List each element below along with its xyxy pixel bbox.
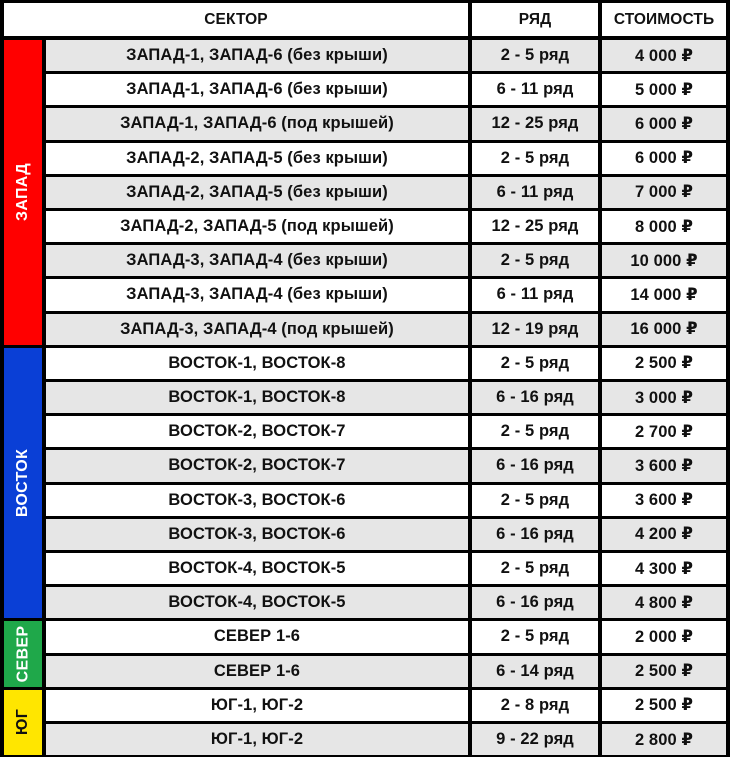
price-cell: 2 500 ₽ (602, 690, 726, 721)
sector-cell: СЕВЕР 1-6 (46, 621, 468, 652)
price-cell: 6 000 ₽ (602, 108, 726, 139)
group-label-1 (4, 348, 42, 619)
group-label-text: ЮГ (13, 709, 31, 736)
row-range-cell: 2 - 5 ряд (472, 245, 598, 276)
price-cell: 4 200 ₽ (602, 519, 726, 550)
sector-cell: ЗАПАД-3, ЗАПАД-4 (без крыши) (46, 279, 468, 310)
price-cell: 2 000 ₽ (602, 621, 726, 652)
sector-cell: ВОСТОК-2, ВОСТОК-7 (46, 416, 468, 447)
row-range-cell: 6 - 11 ряд (472, 279, 598, 310)
header-price: СТОИМОСТЬ (602, 3, 726, 36)
row-range-cell: 2 - 5 ряд (472, 416, 598, 447)
group-label-text: СЕВЕР (14, 625, 31, 683)
price-cell: 2 700 ₽ (602, 416, 726, 447)
row-range-cell: 6 - 14 ряд (472, 656, 598, 687)
sector-cell: ВОСТОК-3, ВОСТОК-6 (46, 485, 468, 516)
sector-cell: ЗАПАД-3, ЗАПАД-4 (под крышей) (46, 314, 468, 345)
price-cell: 3 600 ₽ (602, 450, 726, 481)
sector-cell: ЗАПАД-1, ЗАПАД-6 (без крыши) (46, 40, 468, 71)
header-sector: СЕКТОР (4, 3, 468, 36)
sector-cell: ВОСТОК-2, ВОСТОК-7 (46, 450, 468, 481)
sector-cell: ВОСТОК-1, ВОСТОК-8 (46, 348, 468, 379)
sector-cell: ЗАПАД-1, ЗАПАД-6 (под крышей) (46, 108, 468, 139)
row-range-cell: 9 - 22 ряд (472, 724, 598, 755)
price-cell: 3 000 ₽ (602, 382, 726, 413)
price-cell: 3 600 ₽ (602, 485, 726, 516)
price-cell: 14 000 ₽ (602, 279, 726, 310)
row-range-cell: 12 - 25 ряд (472, 211, 598, 242)
group-label-text: ЗАПАД (14, 163, 32, 222)
sector-cell: ЗАПАД-3, ЗАПАД-4 (без крыши) (46, 245, 468, 276)
header-row: РЯД (472, 3, 598, 36)
sector-cell: ВОСТОК-3, ВОСТОК-6 (46, 519, 468, 550)
row-range-cell: 12 - 19 ряд (472, 314, 598, 345)
group-label-text: ВОСТОК (14, 449, 31, 518)
row-range-cell: 12 - 25 ряд (472, 108, 598, 139)
price-cell: 10 000 ₽ (602, 245, 726, 276)
price-cell: 5 000 ₽ (602, 74, 726, 105)
price-cell: 4 000 ₽ (602, 40, 726, 71)
sector-cell: ВОСТОК-4, ВОСТОК-5 (46, 587, 468, 618)
price-cell: 2 800 ₽ (602, 724, 726, 755)
price-cell: 7 000 ₽ (602, 177, 726, 208)
price-cell: 4 800 ₽ (602, 587, 726, 618)
sector-cell: ЗАПАД-2, ЗАПАД-5 (под крышей) (46, 211, 468, 242)
row-range-cell: 6 - 16 ряд (472, 450, 598, 481)
sector-cell: ЮГ-1, ЮГ-2 (46, 724, 468, 755)
price-cell: 6 000 ₽ (602, 143, 726, 174)
price-cell: 8 000 ₽ (602, 211, 726, 242)
row-range-cell: 6 - 11 ряд (472, 74, 598, 105)
row-range-cell: 6 - 16 ряд (472, 519, 598, 550)
sector-cell: ЗАПАД-1, ЗАПАД-6 (без крыши) (46, 74, 468, 105)
row-range-cell: 2 - 5 ряд (472, 348, 598, 379)
row-range-cell: 6 - 11 ряд (472, 177, 598, 208)
row-range-cell: 2 - 5 ряд (472, 485, 598, 516)
group-label-2 (4, 621, 42, 686)
price-cell: 4 300 ₽ (602, 553, 726, 584)
sector-cell: ЮГ-1, ЮГ-2 (46, 690, 468, 721)
group-label-3 (4, 690, 42, 755)
price-cell: 2 500 ₽ (602, 656, 726, 687)
row-range-cell: 6 - 16 ряд (472, 382, 598, 413)
row-range-cell: 2 - 8 ряд (472, 690, 598, 721)
sector-cell: СЕВЕР 1-6 (46, 656, 468, 687)
sector-cell: ВОСТОК-4, ВОСТОК-5 (46, 553, 468, 584)
group-label-0 (4, 40, 42, 345)
row-range-cell: 6 - 16 ряд (472, 587, 598, 618)
sector-cell: ЗАПАД-2, ЗАПАД-5 (без крыши) (46, 143, 468, 174)
row-range-cell: 2 - 5 ряд (472, 553, 598, 584)
row-range-cell: 2 - 5 ряд (472, 40, 598, 71)
price-cell: 16 000 ₽ (602, 314, 726, 345)
price-cell: 2 500 ₽ (602, 348, 726, 379)
row-range-cell: 2 - 5 ряд (472, 621, 598, 652)
sector-cell: ЗАПАД-2, ЗАПАД-5 (без крыши) (46, 177, 468, 208)
row-range-cell: 2 - 5 ряд (472, 143, 598, 174)
sector-cell: ВОСТОК-1, ВОСТОК-8 (46, 382, 468, 413)
